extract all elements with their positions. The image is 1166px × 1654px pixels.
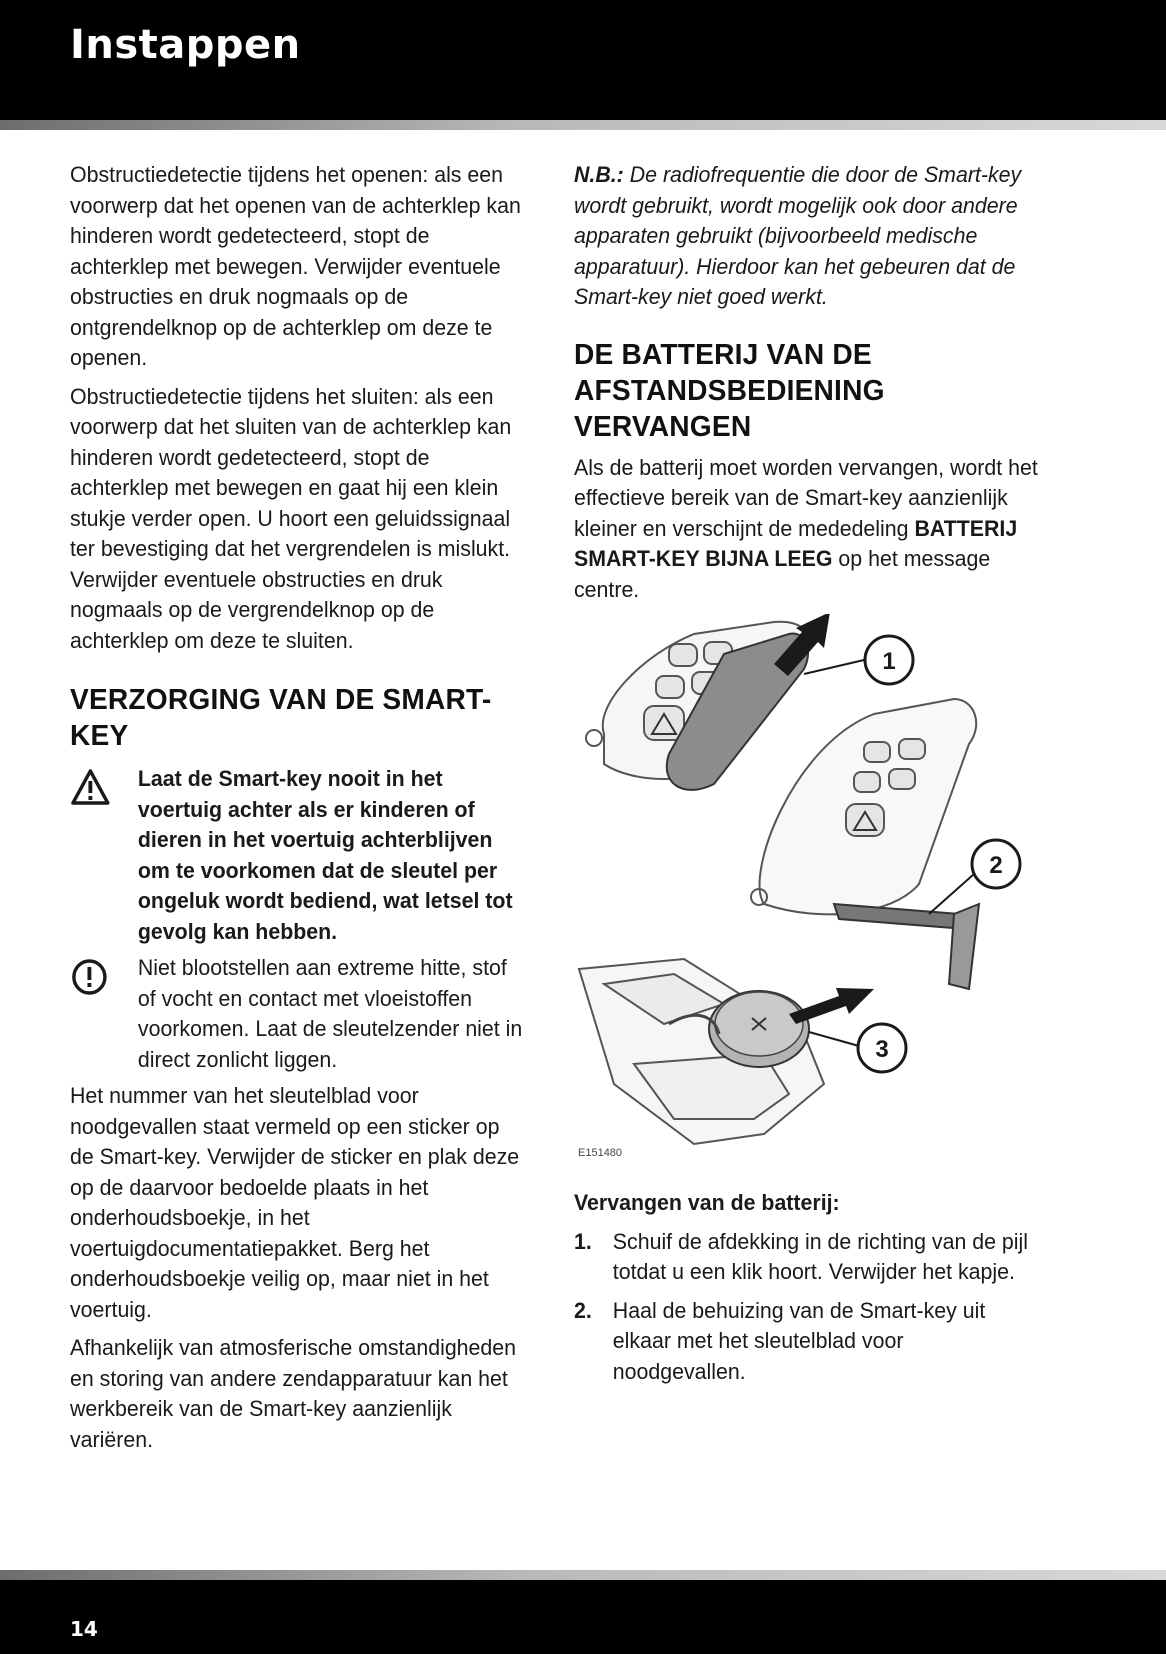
callout-2: [972, 840, 1020, 888]
step-2-text: Haal de behuizing van de Smart-key uit elkaar met het sleutelblad voor noodgevallen.: [612, 1297, 986, 1384]
note-text: De radiofrequentie die door de Smart-key wordt gebruikt, wordt mogelijk ook door andere apparaten gebruikt (bijvoorbeeld medische apparatuur). Hierdoor kan het gebeuren dat de Smart-key niet goed werkt.: [574, 162, 1022, 309]
svg-text:2: 2: [989, 852, 1003, 879]
emergency-key-blade: [834, 904, 966, 929]
range-variation-paragraph: Afhankelijk van atmosferische omstandigheden en storing van andere zendapparatuur kan het werkbereik van de Smart-key aanzienlijk variëren.: [70, 1335, 517, 1452]
tailgate-close-obstruction-paragraph: Obstructiedetectie tijdens het sluiten: als een voorwerp dat het sluiten van de achterklep kan hinderen wordt gedetecteerd, stopt de achterklep met bewegen en gaat hij een klein stukje verder open. U hoort een geluidssignaal ter bevestiging dat het vergrendelen is mislukt. Verwijder eventuele obstructies en druk nogmaals op de vergrendelknop op de achterklep om deze te sluiten.: [70, 383, 512, 653]
step-2: [574, 1296, 1040, 1388]
steps-title: Vervangen van de batterij:: [574, 1190, 840, 1215]
svg-text:1: 1: [882, 648, 896, 675]
page-header: [0, 0, 1166, 120]
callout-1: [865, 636, 913, 684]
right-column: [574, 160, 1040, 613]
page-number: 14: [70, 1617, 98, 1641]
note-label: N.B.:: [574, 162, 624, 187]
warning-block: [70, 764, 526, 947]
smart-key-battery-illustration: [574, 614, 1034, 1164]
step-1-number: 1.: [574, 1228, 592, 1254]
callout-3: [858, 1024, 906, 1072]
key-blade-number-paragraph: Het nummer van het sleutelblad voor noodgevallen staat vermeld op een sticker op de Smart-key. Verwijder de sticker en plak deze op de daarvoor bedoelde plaats in het onderhoudsboekje, in het voertuigdocumentatiepakket. Berg het onderhoudsboekje veilig op, maar niet in het voertuig.: [70, 1083, 520, 1322]
note-paragraph: [574, 160, 1040, 313]
step-1-text: Schuif de afdekking in de richting van de pijl totdat u een klik hoort. Verwijder het kapje.: [612, 1228, 1029, 1284]
header-rule: [0, 120, 1166, 130]
battery-slide-arrow-icon: [789, 988, 874, 1024]
footer-rule: [0, 1570, 1166, 1580]
warning-text: Laat de Smart-key nooit in het voertuig achter als er kinderen of dieren in het voertuig achterblijven om te voorkomen dat de sleutel per ongeluk wordt bediend, wat letsel tot gevolg kan hebben.: [137, 766, 513, 944]
page-footer: [0, 1580, 1166, 1654]
smart-key-care-heading: VERZORGING VAN DE SMART-KEY: [70, 684, 492, 752]
battery-replace-heading: DE BATTERIJ VAN DE AFSTANDSBEDIENING VERVANGEN: [574, 338, 885, 443]
step-2-number: 2.: [574, 1297, 592, 1323]
battery-steps: [574, 1188, 1040, 1395]
battery-intro-paragraph: [574, 453, 1040, 606]
left-column: [70, 160, 526, 1463]
svg-text:3: 3: [875, 1036, 889, 1063]
caution-block: [70, 953, 526, 1075]
step-1: [574, 1227, 1040, 1288]
intro-text: Als de batterij moet worden vervangen, wordt het effectieve bereik van de Smart-key aanzienlijk kleiner en verschijnt de mededeling: [574, 454, 1038, 541]
caution-text: Niet blootstellen aan extreme hitte, stof of vocht en contact met vloeistoffen voorkomen. Laat de sleutelzender niet in direct zonlicht liggen.: [137, 955, 523, 1072]
key-fob-middle: [751, 699, 976, 914]
low-battery-message: BATTERIJ SMART-KEY BIJNA LEEG: [574, 515, 1018, 571]
intro-text-end: op het message centre.: [574, 546, 991, 602]
caution-exclamation-icon: [70, 953, 138, 1075]
tailgate-open-obstruction-paragraph: Obstructiedetectie tijdens het openen: als een voorwerp dat het openen van de achterklep kan hinderen wordt gedetecteerd, stopt de achterklep met bewegen. Verwijder eventuele obstructies en druk nogmaals op de ontgrendelknop op de achterklep om deze te openen.: [70, 162, 521, 370]
page-title: Instappen: [70, 22, 301, 68]
figure-code: E151480: [578, 1147, 623, 1159]
warning-triangle-icon: [70, 764, 138, 947]
